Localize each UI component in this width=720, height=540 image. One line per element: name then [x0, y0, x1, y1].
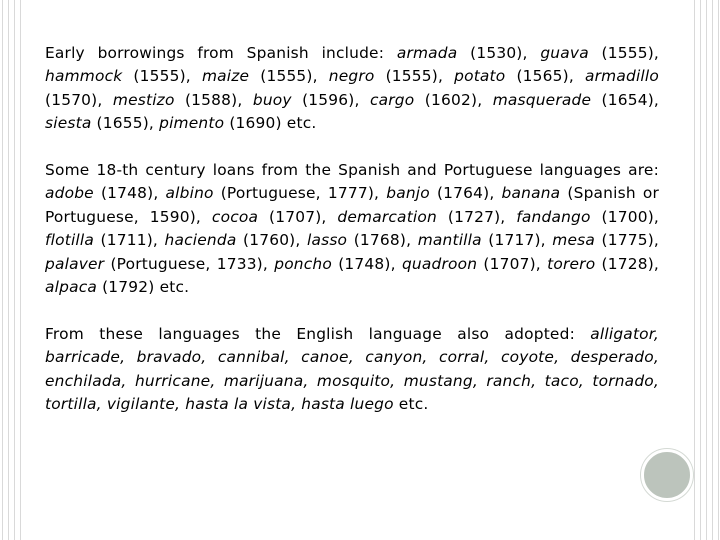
slide-body — [45, 42, 659, 440]
borrowed-term: hammock — [45, 67, 123, 86]
text-run: From these languages the English language also adopted: — [45, 324, 591, 343]
text-run: etc. — [393, 395, 429, 414]
text-run: Early borrowings from Spanish include: — [45, 44, 397, 62]
paragraph-other-adoptions — [45, 323, 659, 417]
paragraph-18th-century-loans — [45, 159, 659, 299]
text-run: Some 18-th century loans from the Spanish and Portuguese languages are: — [45, 161, 659, 180]
borrowed-term: alpaca — [45, 278, 98, 297]
text-run: (1717), — [481, 231, 553, 250]
text-run: (1596), — [291, 90, 370, 109]
borrowed-term: pimento — [159, 114, 225, 133]
text-run: (1570), — [45, 90, 113, 109]
text-run: (Portuguese, 1777), — [213, 184, 387, 203]
borrowed-term: quadroon — [401, 254, 478, 273]
paragraph-spanish-early — [45, 42, 659, 136]
text-run: (1748), — [93, 184, 166, 203]
text-run: (1654), — [591, 90, 659, 109]
borrowed-term: armadillo — [585, 67, 659, 86]
text-run: (1700), — [590, 207, 660, 226]
text-run: (1555), — [374, 67, 455, 86]
text-run: (1565), — [505, 67, 585, 86]
text-run: (Spanish or Portuguese, 1590), — [45, 184, 660, 226]
text-run: (1602), — [414, 90, 493, 109]
borrowed-term: negro — [328, 67, 375, 86]
text-run: (1707), — [477, 254, 548, 273]
borrowed-term: cocoa — [211, 207, 259, 226]
text-run: (1655), — [91, 114, 160, 133]
borrowed-term: cargo — [369, 90, 415, 109]
borrowed-term: mestizo — [112, 90, 175, 109]
text-run: (1711), — [94, 231, 165, 250]
text-run: (1707), — [258, 207, 338, 226]
borrowed-term: mantilla — [417, 231, 482, 250]
text-run: (1768), — [347, 231, 418, 250]
text-run: (1727), — [436, 207, 517, 226]
text-run: (1775), — [595, 231, 659, 250]
borrowed-term: lasso — [307, 231, 348, 250]
slide-border-right — [692, 0, 720, 540]
borrowed-term: maize — [201, 67, 250, 86]
borrowed-term: hacienda — [164, 231, 237, 250]
borrowed-term: torero — [547, 254, 596, 273]
slide-border-left — [0, 0, 24, 540]
decorative-circle — [641, 449, 693, 501]
borrowed-term: albino — [165, 184, 214, 203]
text-run: (1530), — [457, 44, 541, 62]
text-run: (1764), — [429, 184, 502, 203]
borrowed-term: banana — [501, 184, 561, 203]
borrowed-term: buoy — [252, 90, 292, 109]
borrowed-term: alligator, barricade, bravado, cannibal, canoe, canyon, corral, coyote, desperado, enchilada, hurricane, marijuana, mosquito, mustang, ranch, taco, tornado, tortilla, vigilante, hasta la vista, hasta luego — [45, 324, 659, 414]
borrowed-term: banjo — [386, 184, 430, 203]
text-run: (Portuguese, 1733), — [104, 254, 275, 273]
text-run: (1555), — [249, 67, 329, 86]
borrowed-term: armada — [396, 44, 458, 62]
text-run: (1690) etc. — [224, 114, 317, 133]
borrowed-term: guava — [540, 44, 589, 62]
borrowed-term: mesa — [552, 231, 595, 250]
text-run: (1760), — [236, 231, 307, 250]
text-run: (1555), — [122, 67, 202, 86]
text-run: (1728), — [595, 254, 660, 273]
borrowed-term: siesta — [45, 114, 92, 133]
borrowed-term: adobe — [45, 184, 94, 203]
borrowed-term: flotilla — [45, 231, 95, 250]
text-run: (1555), — [588, 44, 660, 62]
text-run: (1792) etc. — [97, 278, 190, 297]
borrowed-term: palaver — [45, 254, 105, 273]
text-run: (1588), — [174, 90, 253, 109]
borrowed-term: fandango — [516, 207, 591, 226]
borrowed-term: poncho — [274, 254, 332, 273]
borrowed-term: demarcation — [337, 207, 437, 226]
borrowed-term: potato — [454, 67, 506, 86]
text-run: (1748), — [332, 254, 402, 273]
borrowed-term: masquerade — [492, 90, 592, 109]
